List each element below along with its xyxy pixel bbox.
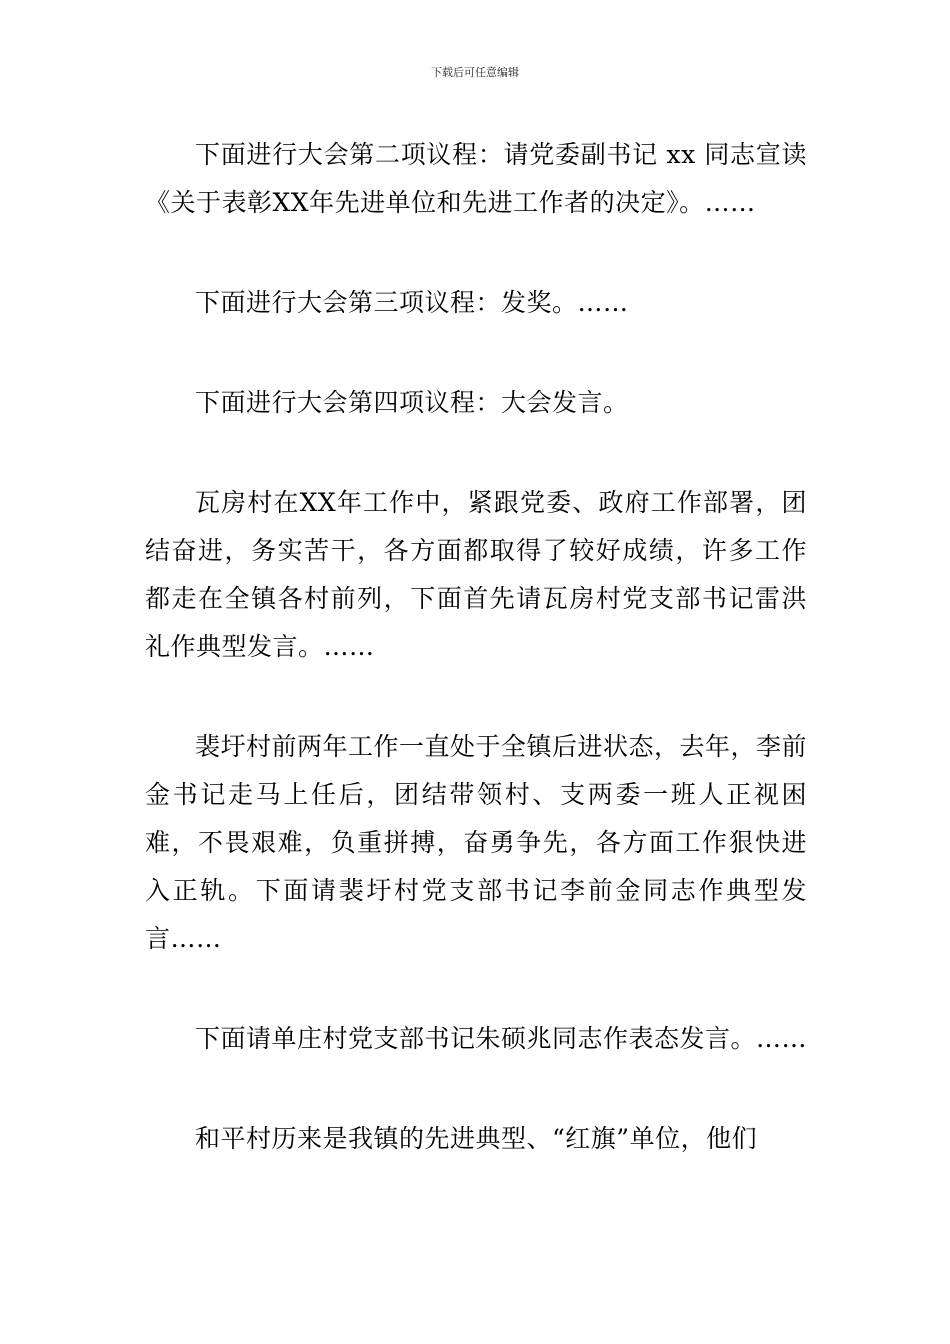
paragraph-agenda-item-4: 下面进行大会第四项议程：大会发言。 [195, 388, 629, 417]
paragraph-agenda-item-3: 下面进行大会第三项议程：发奖。…… [195, 288, 629, 317]
paragraph-agenda-item-2: 下面进行大会第二项议程：请党委副书记 xx 同志宣读《关于表彰XX年先进单位和先进工作者的决定》。…… [145, 140, 807, 217]
document-body [145, 131, 807, 1215]
paragraph-peiwei-village: 裴圩村前两年工作一直处于全镇后进状态，去年，李前金书记走马上任后，团结带领村、支两委一班人正视困难，不畏艰难，负重拼搏，奋勇争先，各方面工作狠快进入正轨。下面请裴圩村党支部书记李前金同志作典型发言…… [145, 732, 808, 953]
paragraph-heping-village: 和平村历来是我镇的先进典型、“红旗”单位，他们 [195, 1124, 758, 1153]
page-header: 下载后可任意编辑 [431, 66, 519, 79]
paragraph-shanzhuang-village: 下面请单庄村党支部书记朱硕兆同志作表态发言。…… [195, 1024, 808, 1053]
paragraph-wafang-village: 瓦房村在XX年工作中，紧跟党委、政府工作部署，团结奋进，务实苦干，各方面都取得了较好成绩，许多工作都走在全镇各村前列，下面首先请瓦房村党支部书记雷洪礼作典型发言。…… [145, 488, 807, 661]
